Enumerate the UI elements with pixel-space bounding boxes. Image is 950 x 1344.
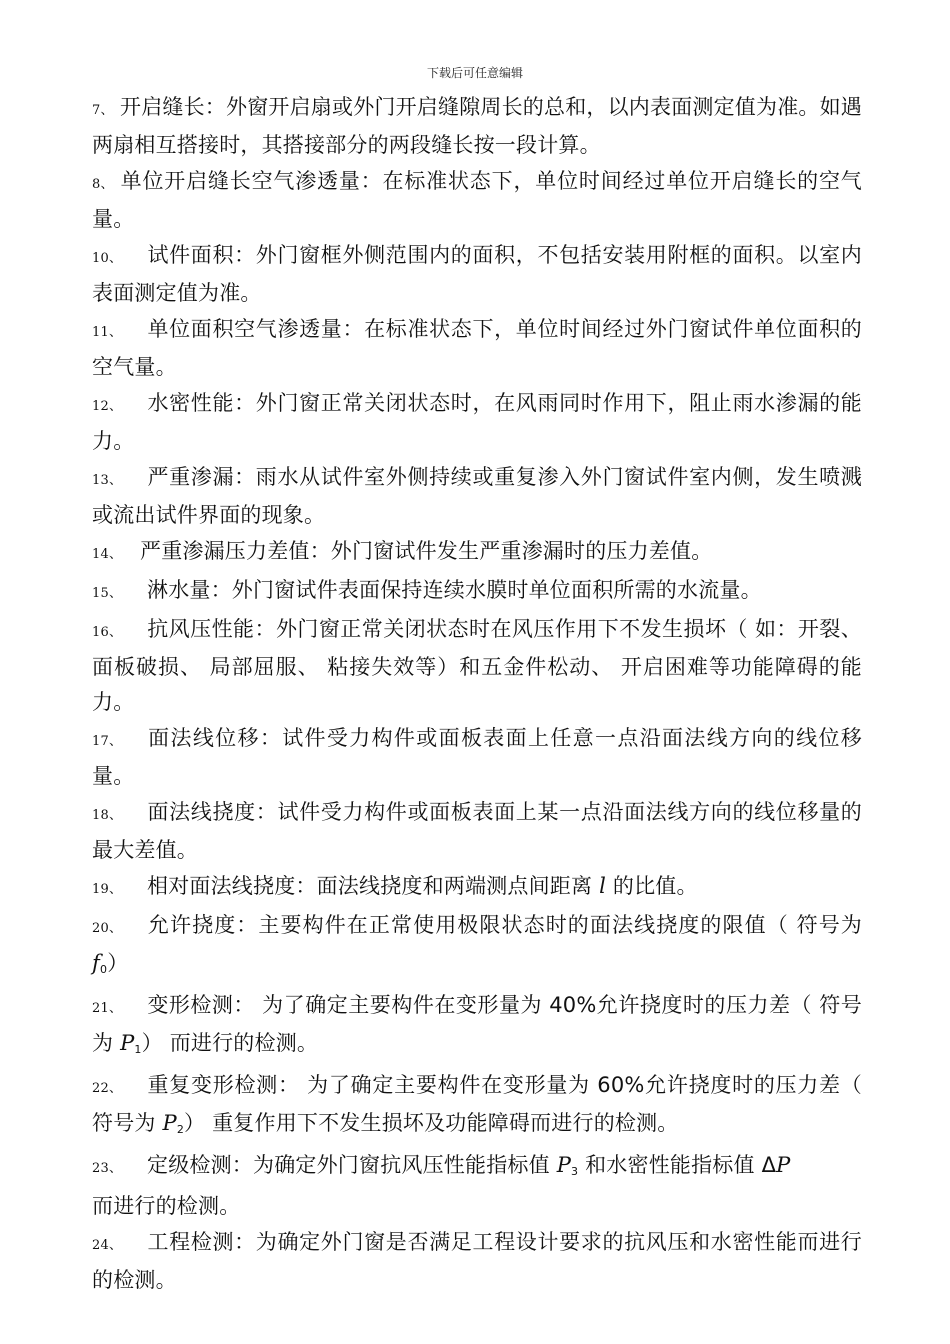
item-text: 单位面积空气渗透量：在标准状态下，单位时间经过外门窗试件单位面积的空气量。 [92, 317, 862, 379]
page-header: 下载后可任意编辑 [426, 66, 523, 80]
definition-item [92, 90, 862, 163]
item-text: 变形检测： 为了确定主要构件在变形量为 40%允许挠度时的压力差（ 符号为 [92, 993, 862, 1055]
symbol-p: P [556, 1153, 572, 1177]
document-body [92, 90, 862, 1299]
item-number: 19、 [92, 882, 123, 897]
symbol-subscript: 2 [176, 1123, 185, 1136]
item-text: 水密性能：外门窗正常关闭状态时，在风雨同时作用下，阻止雨水渗漏的能力。 [92, 391, 862, 453]
item-text: 严重渗漏压力差值：外门窗试件发生严重渗漏时的压力差值。 [140, 539, 713, 563]
definition-item [92, 721, 862, 794]
item-text: 工程检测：为确定外门窗是否满足工程设计要求的抗风压和水密性能而进行的检测。 [92, 1230, 862, 1292]
item-number: 10、 [92, 251, 123, 266]
definition-item [92, 238, 862, 311]
definition-item [92, 612, 862, 720]
item-text: 淋水量：外门窗试件表面保持连续水膜时单位面积所需的水流量。 [147, 578, 762, 602]
item-number: 21、 [92, 1001, 123, 1016]
item-number: 7、 [92, 103, 114, 118]
item-text: 单位开启缝长空气渗透量：在标准状态下，单位时间经过单位开启缝长的空气量。 [92, 169, 862, 231]
symbol-p: P [120, 1031, 135, 1055]
definition-item [92, 1225, 862, 1298]
item-text: 相对面法线挠度：面法线挠度和两端测点间距离 [147, 874, 600, 898]
item-number: 24、 [92, 1238, 123, 1253]
item-number: 15、 [92, 586, 123, 601]
symbol-subscript: 0 [99, 963, 108, 976]
item-text: 开启缝长：外窗开启扇或外门开启缝隙周长的总和，以内表面测定值为准。如遇两扇相互搭接时，其搭接部分的两段缝长按一段计算。 [92, 95, 862, 157]
definition-item [92, 869, 862, 907]
item-number: 20、 [92, 921, 123, 936]
item-text-tail: 而进行的检测。 [92, 1194, 241, 1218]
symbol-subscript: 1 [134, 1043, 142, 1056]
definition-item [92, 386, 862, 459]
symbol-f: f [92, 951, 100, 975]
definition-item [92, 573, 862, 611]
symbol-delta-p: P [776, 1153, 791, 1177]
item-text: 面法线位移：试件受力构件或面板表面上任意一点沿面法线方向的线位移量。 [92, 726, 862, 788]
item-number: 8、 [92, 177, 114, 192]
item-text-tail: 的比值。 [606, 874, 698, 898]
item-number: 22、 [92, 1081, 123, 1096]
item-text: 严重渗漏：雨水从试件室外侧持续或重复渗入外门窗试件室内侧，发生喷溅或流出试件界面的现象。 [92, 465, 862, 527]
item-number: 23、 [92, 1161, 123, 1176]
definition-item [92, 312, 862, 385]
item-number: 12、 [92, 399, 123, 414]
item-number: 14、 [92, 547, 123, 562]
definition-item [92, 534, 862, 572]
definition-item [92, 460, 862, 533]
item-text: 抗风压性能：外门窗正常关闭状态时在风压作用下不发生损坏（ 如：开裂、 面板破损、 局部屈服、 粘接失效等）和五金件松动、 开启困难等功能障碍的能力。 [92, 617, 862, 714]
definition-item [92, 988, 862, 1067]
item-text: 面法线挠度：试件受力构件或面板表面上某一点沿面法线方向的线位移量的最大差值。 [92, 800, 862, 862]
item-text-middle: 和水密性能指标值 Δ [578, 1153, 777, 1177]
item-text: 重复变形检测： 为了确定主要构件在变形量为 60%允许挠度时的压力差（ 符号为 [92, 1073, 862, 1135]
item-number: 18、 [92, 808, 123, 823]
item-number: 16、 [92, 625, 123, 640]
item-text-tail: ） [107, 951, 129, 975]
symbol-l: l [599, 874, 606, 898]
item-text: 试件面积：外门窗框外侧范围内的面积，不包括安装用附框的面积。以室内表面测定值为准。 [92, 243, 862, 305]
symbol-subscript: 3 [571, 1165, 579, 1178]
definition-item [92, 1068, 862, 1147]
item-number: 17、 [92, 734, 123, 749]
definition-item [92, 908, 862, 987]
definition-item [92, 795, 862, 868]
item-text: 定级检测：为确定外门窗抗风压性能指标值 [147, 1153, 557, 1177]
item-text-tail: ） 而进行的检测。 [141, 1031, 319, 1055]
definition-item [92, 1148, 862, 1224]
item-text-tail: ） 重复作用下不发生损坏及功能障碍而进行的检测。 [184, 1111, 679, 1135]
definition-item [92, 164, 862, 237]
symbol-p: P [162, 1111, 177, 1135]
item-number: 11、 [92, 325, 123, 340]
item-number: 13、 [92, 473, 123, 488]
item-text: 允许挠度：主要构件在正常使用极限状态时的面法线挠度的限值（ 符号为 [147, 913, 862, 937]
